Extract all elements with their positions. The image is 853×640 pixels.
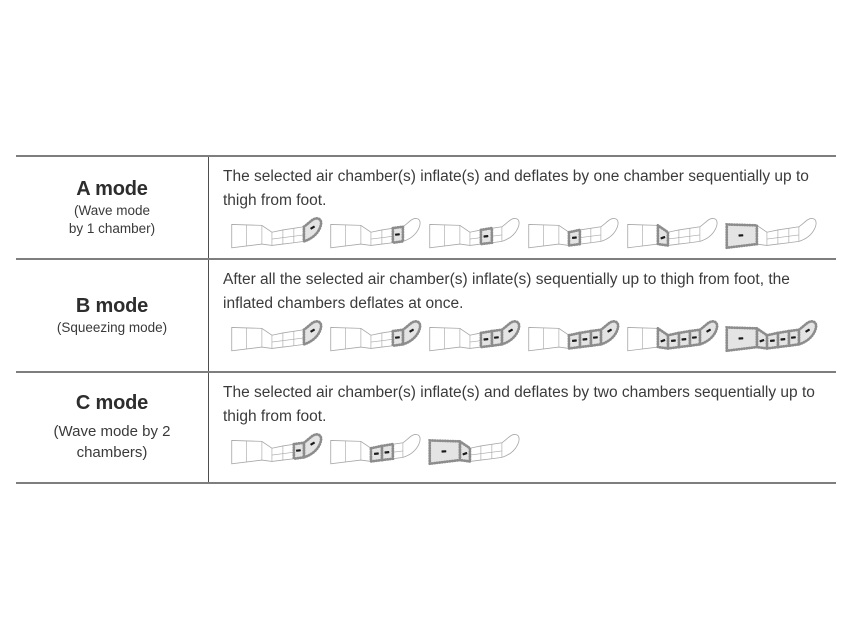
leg-sleeve-illustration bbox=[229, 430, 324, 471]
inflated-chamber-1 bbox=[304, 218, 321, 241]
inflated-chamber-5 bbox=[460, 441, 470, 461]
mode-cell-b-mode bbox=[16, 260, 209, 371]
mode-subtitle-line: (Wave mode by 2 bbox=[53, 423, 171, 441]
mode-description: The selected air chamber(s) inflate(s) and deflates by two chambers sequentially up to thigh from foot. bbox=[223, 384, 815, 426]
inflated-chamber-1 bbox=[799, 321, 816, 344]
inflation-sequence-b-mode bbox=[229, 317, 828, 358]
leg-sleeve-illustration bbox=[229, 214, 324, 255]
sequence-frame bbox=[625, 214, 720, 255]
leg-sleeve-illustration bbox=[625, 317, 720, 358]
leg-sleeve-illustration bbox=[229, 317, 324, 358]
mode-subtitle-line: (Wave mode bbox=[73, 202, 150, 218]
inflated-chamber-5 bbox=[658, 225, 668, 245]
inflated-chamber-1 bbox=[502, 321, 519, 344]
sequence-frame bbox=[328, 317, 423, 358]
mode-subtitle bbox=[57, 319, 167, 337]
mode-subtitle-line: by 1 chamber) bbox=[68, 220, 156, 236]
mode-subtitle bbox=[69, 202, 155, 237]
mode-title: B mode bbox=[75, 294, 149, 317]
leg-sleeve-illustration bbox=[328, 430, 423, 471]
mode-table bbox=[16, 155, 836, 484]
mode-cell-a-mode bbox=[16, 157, 209, 258]
mode-cell-c-mode bbox=[16, 373, 209, 482]
mode-subtitle-line: (Squeezing mode) bbox=[56, 319, 168, 335]
sequence-frame bbox=[724, 214, 819, 255]
sequence-frame bbox=[427, 430, 522, 471]
leg-sleeve-illustration bbox=[427, 214, 522, 255]
description-cell-a-mode bbox=[209, 157, 836, 258]
sequence-frame bbox=[526, 317, 621, 358]
sequence-frame bbox=[229, 430, 324, 471]
sequence-frame bbox=[625, 317, 720, 358]
leg-outline bbox=[628, 218, 717, 247]
leg-sleeve-illustration bbox=[724, 214, 819, 255]
sequence-frame bbox=[328, 430, 423, 471]
inflation-sequence-c-mode bbox=[229, 430, 828, 471]
mode-subtitle-line: chambers) bbox=[76, 443, 148, 461]
description-cell-c-mode bbox=[209, 373, 836, 482]
mode-title: C mode bbox=[75, 392, 149, 415]
description-cell-b-mode bbox=[209, 260, 836, 371]
table-row-c-mode bbox=[16, 373, 836, 484]
sequence-frame bbox=[724, 317, 819, 358]
inflation-sequence-a-mode bbox=[229, 214, 828, 255]
inflated-chamber-1 bbox=[700, 321, 717, 344]
mode-description: After all the selected air chamber(s) inflate(s) sequentially up to thigh from foot, the inflated chambers deflates at once. bbox=[223, 271, 790, 313]
sequence-frame bbox=[427, 214, 522, 255]
sequence-frame bbox=[229, 317, 324, 358]
inflated-chamber-1 bbox=[403, 321, 420, 344]
table-row-b-mode bbox=[16, 260, 836, 373]
inflated-chamber-5 bbox=[658, 328, 668, 348]
leg-sleeve-illustration bbox=[625, 214, 720, 255]
leg-outline bbox=[331, 218, 420, 247]
mode-subtitle bbox=[54, 422, 171, 463]
leg-sleeve-illustration bbox=[724, 317, 819, 358]
leg-sleeve-illustration bbox=[328, 317, 423, 358]
leg-sleeve-illustration bbox=[526, 317, 621, 358]
air-inlet-mark bbox=[738, 234, 743, 236]
sequence-frame bbox=[526, 214, 621, 255]
air-inlet-mark bbox=[441, 450, 446, 452]
leg-sleeve-illustration bbox=[526, 214, 621, 255]
sequence-frame bbox=[328, 214, 423, 255]
sequence-frame bbox=[229, 214, 324, 255]
mode-table-rows bbox=[16, 157, 836, 484]
sequence-frame bbox=[427, 317, 522, 358]
inflated-chamber-1 bbox=[601, 321, 618, 344]
mode-description: The selected air chamber(s) inflate(s) and deflates by one chamber sequentially up to thigh from foot. bbox=[223, 168, 809, 210]
leg-sleeve-illustration bbox=[427, 317, 522, 358]
air-inlet-mark bbox=[738, 337, 743, 339]
inflated-chamber-1 bbox=[304, 434, 321, 457]
inflated-chamber-5 bbox=[757, 328, 767, 348]
mode-title: A mode bbox=[76, 177, 148, 200]
inflated-chamber-1 bbox=[304, 321, 321, 344]
table-row-a-mode bbox=[16, 157, 836, 260]
leg-outline bbox=[430, 218, 519, 247]
leg-sleeve-illustration bbox=[328, 214, 423, 255]
leg-sleeve-illustration bbox=[427, 430, 522, 471]
